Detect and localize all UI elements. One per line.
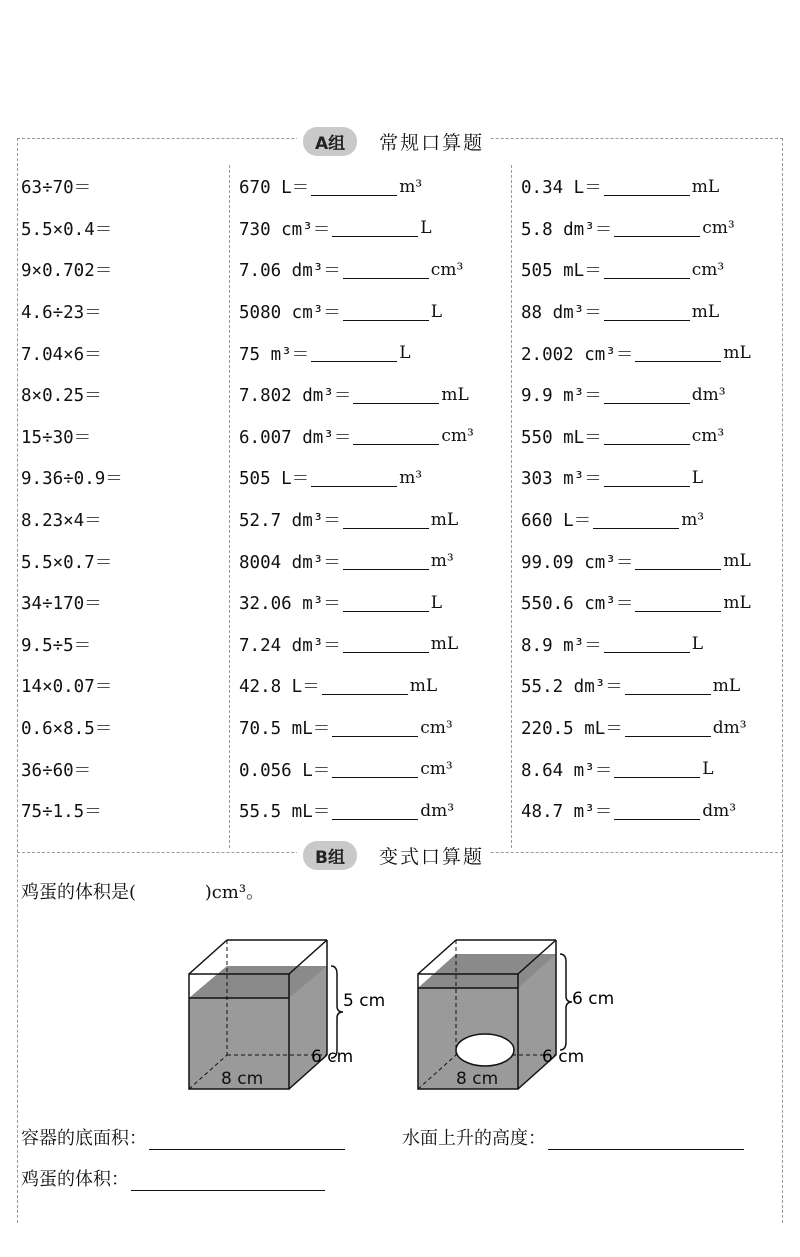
conversion-problem bbox=[239, 249, 474, 291]
column-arithmetic bbox=[21, 166, 123, 832]
fig1-depth-label: 6 cm bbox=[311, 1047, 354, 1067]
target-unit: cm³ bbox=[441, 426, 474, 447]
arithmetic-problem bbox=[21, 540, 123, 582]
conversion-problem bbox=[521, 457, 751, 499]
conversion-problem bbox=[521, 374, 751, 416]
arithmetic-problem bbox=[21, 582, 123, 624]
conversion-problem bbox=[239, 457, 474, 499]
problem-expression: 7.04×6＝ bbox=[21, 344, 102, 365]
problem-expression: 5.8 dm³＝ bbox=[521, 219, 613, 240]
problem-expression: 0.056 L＝ bbox=[239, 760, 331, 781]
target-unit: dm³ bbox=[691, 384, 726, 405]
arithmetic-problem bbox=[21, 416, 123, 458]
problem-expression: 70.5 mL＝ bbox=[239, 719, 331, 740]
problem-expression: 8.9 m³＝ bbox=[521, 635, 602, 656]
target-unit: L bbox=[702, 759, 714, 780]
problem-expression: 7.802 dm³＝ bbox=[239, 386, 352, 407]
answer-blank[interactable] bbox=[625, 677, 711, 695]
answer-blank[interactable] bbox=[604, 303, 690, 321]
answer-blank[interactable] bbox=[614, 760, 700, 778]
water-rise-blank[interactable] bbox=[548, 1130, 744, 1150]
conversion-problem bbox=[521, 707, 751, 749]
conversion-problem bbox=[239, 291, 474, 333]
target-unit: cm³ bbox=[430, 259, 464, 280]
problem-expression: 55.5 mL＝ bbox=[239, 802, 331, 823]
target-unit: L bbox=[691, 634, 704, 655]
arithmetic-problem bbox=[21, 291, 123, 333]
target-unit: m³ bbox=[399, 176, 423, 197]
group-b-badge: B组 bbox=[303, 841, 357, 870]
arithmetic-problem bbox=[21, 208, 123, 250]
conversion-problem bbox=[239, 540, 474, 582]
problem-expression: 0.6×8.5＝ bbox=[21, 719, 113, 740]
egg-volume-question bbox=[21, 878, 264, 904]
answer-blank[interactable] bbox=[635, 594, 721, 612]
target-unit: m³ bbox=[430, 551, 454, 572]
problem-expression: 5.5×0.4＝ bbox=[21, 219, 113, 240]
problem-expression: 8.64 m³＝ bbox=[521, 760, 613, 781]
target-unit: mL bbox=[430, 509, 459, 530]
target-unit: mL bbox=[409, 675, 438, 696]
problem-expression: 505 mL＝ bbox=[521, 261, 602, 282]
conversion-problem bbox=[521, 540, 751, 582]
problem-expression: 0.34 L＝ bbox=[521, 178, 602, 199]
problem-expression: 88 dm³＝ bbox=[521, 303, 602, 324]
target-unit: L bbox=[691, 467, 704, 488]
problem-expression: 9.5÷5＝ bbox=[21, 635, 92, 656]
target-unit: dm³ bbox=[420, 800, 455, 821]
fig2-depth-label: 6 cm bbox=[542, 1047, 585, 1067]
target-unit: L bbox=[399, 343, 411, 364]
target-unit: dm³ bbox=[712, 717, 747, 738]
question-suffix: )cm³。 bbox=[204, 882, 265, 903]
egg-volume-answer bbox=[21, 1165, 325, 1191]
answer-blank[interactable] bbox=[311, 178, 397, 196]
column-divider bbox=[511, 165, 512, 848]
egg-volume-blank[interactable] bbox=[131, 1171, 325, 1191]
target-unit: mL bbox=[723, 551, 751, 572]
section-b-title: 变式口算题 bbox=[378, 845, 484, 868]
answer-blank[interactable] bbox=[353, 427, 439, 445]
section-a-header bbox=[297, 127, 490, 155]
target-unit: mL bbox=[691, 301, 720, 322]
problem-expression: 303 m³＝ bbox=[521, 469, 602, 490]
answer-blank[interactable] bbox=[614, 802, 700, 820]
problem-expression: 660 L＝ bbox=[521, 511, 592, 532]
egg-shape bbox=[456, 1034, 514, 1066]
section-a-title: 常规口算题 bbox=[379, 131, 485, 154]
problem-expression: 8004 dm³＝ bbox=[239, 552, 341, 573]
answer-blank[interactable] bbox=[332, 760, 418, 778]
conversion-problem bbox=[239, 499, 474, 541]
problem-expression: 36÷60＝ bbox=[21, 760, 92, 781]
answer-blank[interactable] bbox=[353, 386, 439, 404]
problem-expression: 32.06 m³＝ bbox=[239, 594, 341, 615]
problem-expression: 55.2 dm³＝ bbox=[521, 677, 623, 698]
conversion-problem bbox=[239, 624, 474, 666]
problem-expression: 63÷70＝ bbox=[21, 178, 92, 199]
conversion-problem bbox=[521, 291, 751, 333]
answer-blank[interactable] bbox=[343, 303, 429, 321]
conversion-problem bbox=[239, 332, 474, 374]
conversion-problem bbox=[239, 374, 474, 416]
answer-blank[interactable] bbox=[593, 511, 679, 529]
conversion-problem bbox=[521, 748, 751, 790]
target-unit: L bbox=[430, 301, 443, 322]
problem-expression: 42.8 L＝ bbox=[239, 677, 320, 698]
arithmetic-problem bbox=[21, 374, 123, 416]
target-unit: mL bbox=[712, 675, 741, 696]
base-area-label: 容器的底面积： bbox=[21, 1128, 147, 1149]
arithmetic-problem bbox=[21, 166, 123, 208]
target-unit: mL bbox=[691, 176, 720, 197]
question-prefix: 鸡蛋的体积是( bbox=[21, 882, 137, 903]
conversion-problem bbox=[521, 582, 751, 624]
arithmetic-problem bbox=[21, 707, 123, 749]
conversion-problem bbox=[521, 790, 751, 832]
conversion-problem bbox=[239, 665, 474, 707]
conversion-problem bbox=[521, 416, 751, 458]
problem-expression: 8×0.25＝ bbox=[21, 386, 102, 407]
conversion-problem bbox=[239, 416, 474, 458]
problem-expression: 75÷1.5＝ bbox=[21, 802, 102, 823]
answer-blank[interactable] bbox=[343, 552, 429, 570]
problem-expression: 550.6 cm³＝ bbox=[521, 594, 634, 615]
target-unit: L bbox=[430, 592, 443, 613]
target-unit: cm³ bbox=[702, 218, 735, 239]
answer-blank[interactable] bbox=[635, 552, 721, 570]
target-unit: cm³ bbox=[420, 717, 453, 738]
problem-expression: 52.7 dm³＝ bbox=[239, 511, 341, 532]
arithmetic-problem bbox=[21, 624, 123, 666]
answer-blank[interactable] bbox=[625, 719, 711, 737]
arithmetic-problem bbox=[21, 748, 123, 790]
height-brace bbox=[331, 966, 343, 1058]
water-rise-answer bbox=[402, 1124, 744, 1150]
height-brace bbox=[560, 954, 572, 1050]
problem-expression: 48.7 m³＝ bbox=[521, 802, 613, 823]
problem-expression: 75 m³＝ bbox=[239, 344, 310, 365]
fig1-height-label: 5 cm bbox=[343, 991, 386, 1011]
problem-expression: 9.9 m³＝ bbox=[521, 386, 602, 407]
problem-expression: 5.5×0.7＝ bbox=[21, 552, 113, 573]
conversion-problem bbox=[521, 499, 751, 541]
group-a-badge: A组 bbox=[303, 127, 357, 156]
problem-expression: 4.6÷23＝ bbox=[21, 303, 102, 324]
target-unit: mL bbox=[723, 343, 751, 364]
problem-expression: 6.007 dm³＝ bbox=[239, 427, 352, 448]
conversion-problem bbox=[239, 707, 474, 749]
section-b-header bbox=[297, 841, 490, 869]
column-conversions-1 bbox=[239, 166, 474, 832]
answer-blank[interactable] bbox=[604, 469, 690, 487]
answer-blank[interactable] bbox=[604, 386, 690, 404]
conversion-problem bbox=[521, 332, 751, 374]
problem-expression: 9×0.702＝ bbox=[21, 261, 113, 282]
problem-expression: 9.36÷0.9＝ bbox=[21, 469, 123, 490]
target-unit: L bbox=[420, 218, 432, 239]
answer-blank[interactable] bbox=[614, 219, 700, 237]
egg-volume-label: 鸡蛋的体积： bbox=[21, 1169, 129, 1190]
problem-expression: 15÷30＝ bbox=[21, 427, 92, 448]
answer-blank[interactable] bbox=[635, 344, 721, 362]
container-figure-after bbox=[414, 932, 624, 1092]
arithmetic-problem bbox=[21, 249, 123, 291]
base-area-answer bbox=[21, 1124, 345, 1150]
problem-expression: 550 mL＝ bbox=[521, 427, 602, 448]
problem-expression: 730 cm³＝ bbox=[239, 219, 331, 240]
problem-expression: 34÷170＝ bbox=[21, 594, 102, 615]
answer-blank[interactable] bbox=[332, 719, 418, 737]
answer-blank[interactable] bbox=[604, 178, 690, 196]
answer-gap[interactable] bbox=[136, 882, 205, 903]
conversion-problem bbox=[239, 748, 474, 790]
answer-blank[interactable] bbox=[343, 594, 429, 612]
target-unit: m³ bbox=[399, 467, 423, 488]
conversion-problem bbox=[239, 582, 474, 624]
conversion-problem bbox=[239, 208, 474, 250]
target-unit: mL bbox=[723, 592, 751, 613]
base-area-blank[interactable] bbox=[149, 1130, 345, 1150]
problem-expression: 7.24 dm³＝ bbox=[239, 635, 341, 656]
arithmetic-problem bbox=[21, 665, 123, 707]
answer-blank[interactable] bbox=[343, 635, 429, 653]
target-unit: cm³ bbox=[691, 426, 725, 447]
conversion-problem bbox=[521, 665, 751, 707]
problem-expression: 99.09 cm³＝ bbox=[521, 552, 634, 573]
water-rise-label: 水面上升的高度： bbox=[402, 1128, 546, 1149]
fig2-width-label: 8 cm bbox=[456, 1069, 499, 1089]
conversion-problem bbox=[239, 166, 474, 208]
problem-expression: 220.5 mL＝ bbox=[521, 719, 623, 740]
answer-blank[interactable] bbox=[604, 635, 690, 653]
problem-expression: 505 L＝ bbox=[239, 469, 310, 490]
conversion-problem bbox=[239, 790, 474, 832]
problem-expression: 5080 cm³＝ bbox=[239, 303, 341, 324]
answer-blank[interactable] bbox=[343, 511, 429, 529]
problem-expression: 14×0.07＝ bbox=[21, 677, 113, 698]
problem-expression: 8.23×4＝ bbox=[21, 511, 102, 532]
conversion-problem bbox=[521, 166, 751, 208]
answer-blank[interactable] bbox=[311, 344, 397, 362]
conversion-problem bbox=[521, 624, 751, 666]
answer-blank[interactable] bbox=[311, 469, 397, 487]
target-unit: cm³ bbox=[420, 759, 453, 780]
answer-blank[interactable] bbox=[604, 261, 690, 279]
target-unit: cm³ bbox=[691, 259, 725, 280]
target-unit: dm³ bbox=[702, 800, 737, 821]
arithmetic-problem bbox=[21, 457, 123, 499]
fig1-width-label: 8 cm bbox=[221, 1069, 264, 1089]
arithmetic-problem bbox=[21, 499, 123, 541]
container-figure-before bbox=[185, 932, 395, 1092]
answer-blank[interactable] bbox=[343, 261, 429, 279]
answer-blank[interactable] bbox=[322, 677, 408, 695]
fig2-height-label: 6 cm bbox=[572, 989, 615, 1009]
target-unit: mL bbox=[441, 384, 469, 405]
conversion-problem bbox=[521, 208, 751, 250]
problem-expression: 7.06 dm³＝ bbox=[239, 261, 341, 282]
target-unit: m³ bbox=[681, 509, 705, 530]
column-conversions-2 bbox=[521, 166, 751, 832]
answer-blank[interactable] bbox=[604, 427, 690, 445]
answer-blank[interactable] bbox=[332, 219, 418, 237]
column-divider bbox=[229, 165, 230, 848]
problem-expression: 670 L＝ bbox=[239, 178, 310, 199]
conversion-problem bbox=[521, 249, 751, 291]
arithmetic-problem bbox=[21, 332, 123, 374]
target-unit: mL bbox=[430, 634, 459, 655]
answer-blank[interactable] bbox=[332, 802, 418, 820]
arithmetic-problem bbox=[21, 790, 123, 832]
problem-expression: 2.002 cm³＝ bbox=[521, 344, 634, 365]
